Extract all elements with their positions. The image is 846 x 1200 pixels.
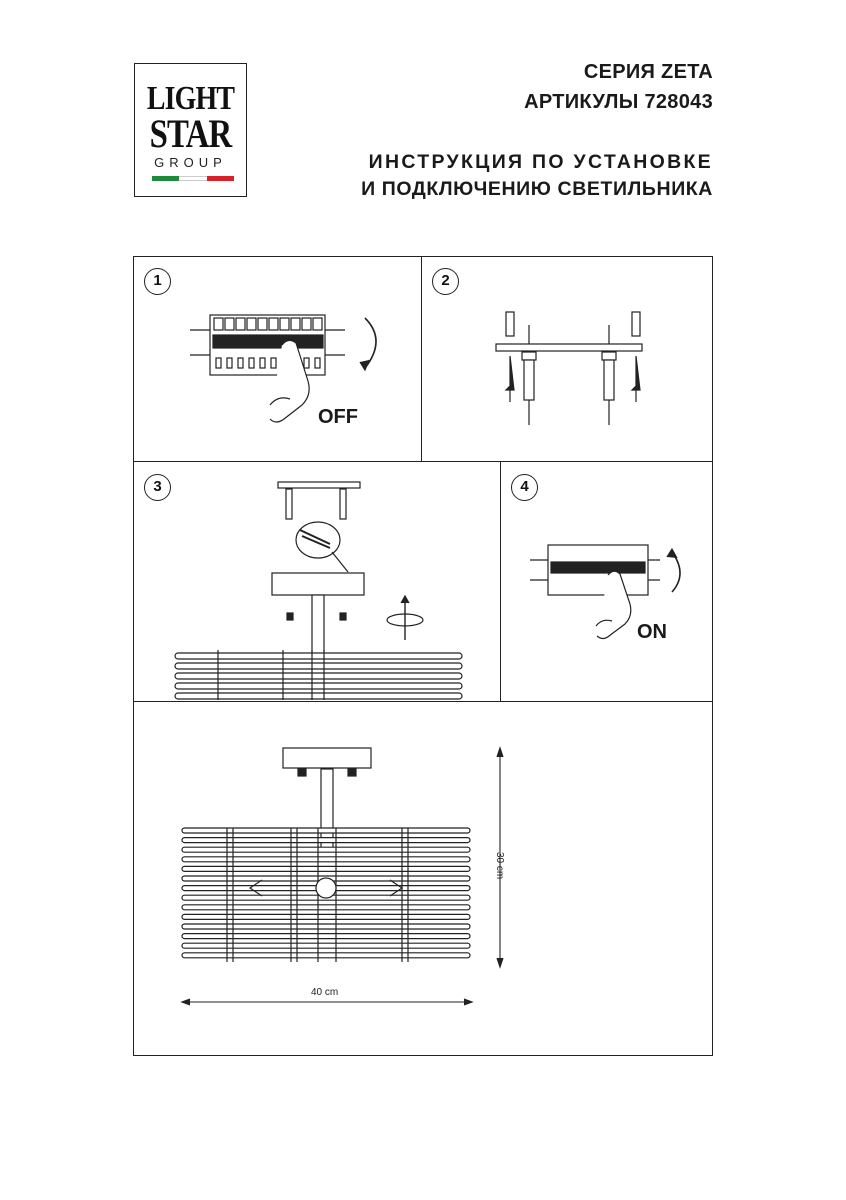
off-label: OFF [318, 406, 358, 428]
logo-line-light: LIGHT [146, 80, 235, 117]
step-number-1: 1 [144, 268, 171, 295]
instruction-title-line2: И ПОДКЛЮЧЕНИЮ СВЕТИЛЬНИКА [361, 178, 713, 200]
step-number-4: 4 [511, 474, 538, 501]
height-dimension-label: 30 cm [494, 852, 505, 880]
width-dimension-label: 40 cm [311, 987, 339, 998]
logo-line-group: GROUP [154, 155, 227, 170]
logo-line-star: STAR [149, 111, 232, 156]
instruction-title-line1: ИНСТРУКЦИЯ ПО УСТАНОВКЕ [368, 151, 713, 173]
on-label: ON [637, 621, 667, 643]
article-number: АРТИКУЛЫ 728043 [524, 91, 713, 113]
step-number-2: 2 [432, 268, 459, 295]
series-title: СЕРИЯ ZETA [583, 61, 713, 83]
step-number-3: 3 [144, 474, 171, 501]
